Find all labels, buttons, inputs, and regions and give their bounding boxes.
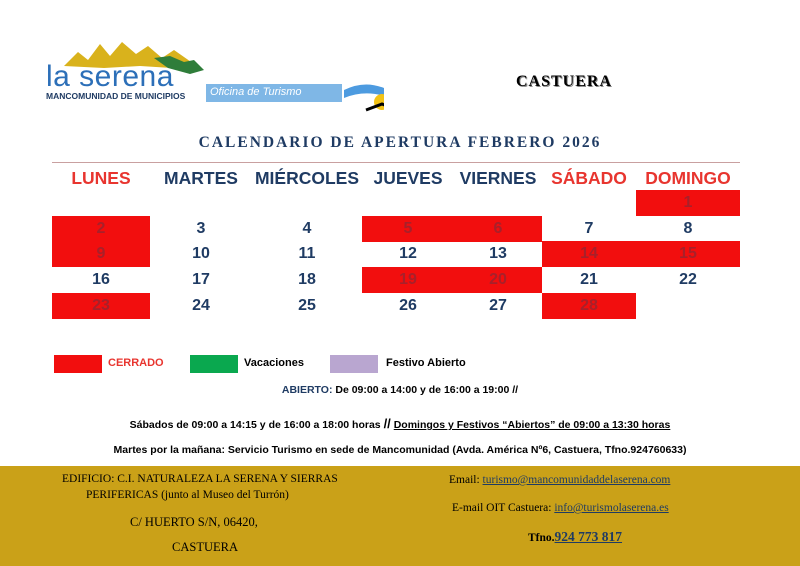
day-header-domingo: DOMINGO (645, 168, 731, 188)
day-header-martes: MARTES (164, 168, 238, 188)
calendar-day-8: 8 (683, 220, 693, 237)
calendar-day-23: 23 (52, 293, 150, 319)
calendar-day-2: 2 (52, 216, 150, 242)
calendar-day-4: 4 (302, 220, 312, 237)
calendar-day-28: 28 (542, 293, 636, 319)
calendar-day-15: 15 (636, 241, 740, 267)
email-line (449, 474, 670, 486)
calendar-day-20: 20 (454, 267, 542, 293)
calendar-day-9: 9 (52, 241, 150, 267)
building-line2: PERIFERICAS (junto al Museo del Turrón) (86, 489, 289, 501)
email-link[interactable]: turismo@mancomunidaddelaserena.com (482, 474, 671, 486)
open-label: ABIERTO: (281, 384, 333, 396)
open-hours-line (0, 384, 800, 396)
phone-label: Tfno. (528, 532, 555, 544)
phone-line (528, 529, 622, 545)
calendar-day-12: 12 (399, 245, 417, 262)
street-address: C/ HUERTO S/N, 06420, (130, 515, 258, 529)
calendar-day-21: 21 (580, 271, 598, 288)
hours-separator: // (383, 416, 391, 431)
calendar-title: CALENDARIO DE APERTURA FEBRERO 2026 (198, 134, 602, 151)
calendar-day-25: 25 (298, 297, 316, 314)
calendar-day-13: 13 (489, 245, 507, 262)
sunday-hours: Domingos y Festivos “Abiertos” de 09:00 a 13:30 horas (393, 419, 671, 431)
logo (44, 38, 384, 120)
calendar-day-18: 18 (298, 271, 316, 288)
calendar-day-19: 19 (362, 267, 454, 293)
day-header-sabado: SÁBADO (551, 168, 627, 188)
day-header-miercoles: MIÉRCOLES (254, 168, 360, 188)
calendar-day-5: 5 (362, 216, 454, 242)
email-oit-link[interactable]: info@turismolaserena.es (554, 502, 669, 514)
legend-swatch-open-holiday (330, 355, 378, 373)
day-header-viernes: VIERNES (459, 168, 537, 188)
legend-label-holidays: Vacaciones (244, 357, 304, 369)
calendar-day-1: 1 (636, 190, 740, 216)
city: CASTUERA (172, 540, 238, 554)
phone-number[interactable]: 924 773 817 (554, 529, 623, 544)
calendar-day-10: 10 (192, 245, 210, 262)
calendar-day-16: 16 (92, 271, 110, 288)
calendar-day-26: 26 (399, 297, 417, 314)
calendar-day-11: 11 (298, 245, 316, 262)
day-header-lunes: LUNES (71, 168, 131, 188)
town-name: CASTUERA (516, 73, 613, 90)
calendar-day-6: 6 (454, 216, 542, 242)
open-hours: De 09:00 a 14:00 y de 16:00 a 19:00 // (335, 384, 519, 396)
calendar-day-27: 27 (489, 297, 507, 314)
weekend-hours-line (0, 416, 800, 431)
footer (0, 466, 800, 566)
calendar-day-14: 14 (542, 241, 636, 267)
calendar-day-3: 3 (196, 220, 206, 237)
logo-office: Oficina de Turismo (206, 84, 342, 102)
calendar-day-24: 24 (192, 297, 210, 314)
email-label: Email: (449, 474, 480, 486)
day-header-jueves: JUEVES (373, 168, 443, 188)
logo-subtitle: MANCOMUNIDAD DE MUNICIPIOS (46, 91, 186, 101)
legend-swatch-holidays (190, 355, 238, 373)
calendar-day-7: 7 (584, 220, 594, 237)
calendar-day-17: 17 (192, 271, 210, 288)
saturday-hours: Sábados de 09:00 a 14:15 y de 16:00 a 18:00 horas (129, 419, 381, 431)
email-oit-label: E-mail OIT Castuera: (452, 502, 552, 514)
legend-label-open-holiday: Festivo Abierto (386, 357, 466, 369)
calendar-day-22: 22 (679, 271, 697, 288)
logo-name: la serena (46, 60, 174, 93)
legend-label-closed: CERRADO (108, 357, 164, 369)
building-line1: EDIFICIO: C.I. NATURALEZA LA SERENA Y SIERRAS (62, 473, 338, 485)
legend-swatch-closed (54, 355, 102, 373)
tuesday-note: Martes por la mañana: Servicio Turismo en sede de Mancomunidad (Avda. América Nº6, Castuera, Tfno.924760633) (113, 444, 687, 456)
email-oit-line (452, 502, 669, 514)
divider (52, 162, 740, 163)
